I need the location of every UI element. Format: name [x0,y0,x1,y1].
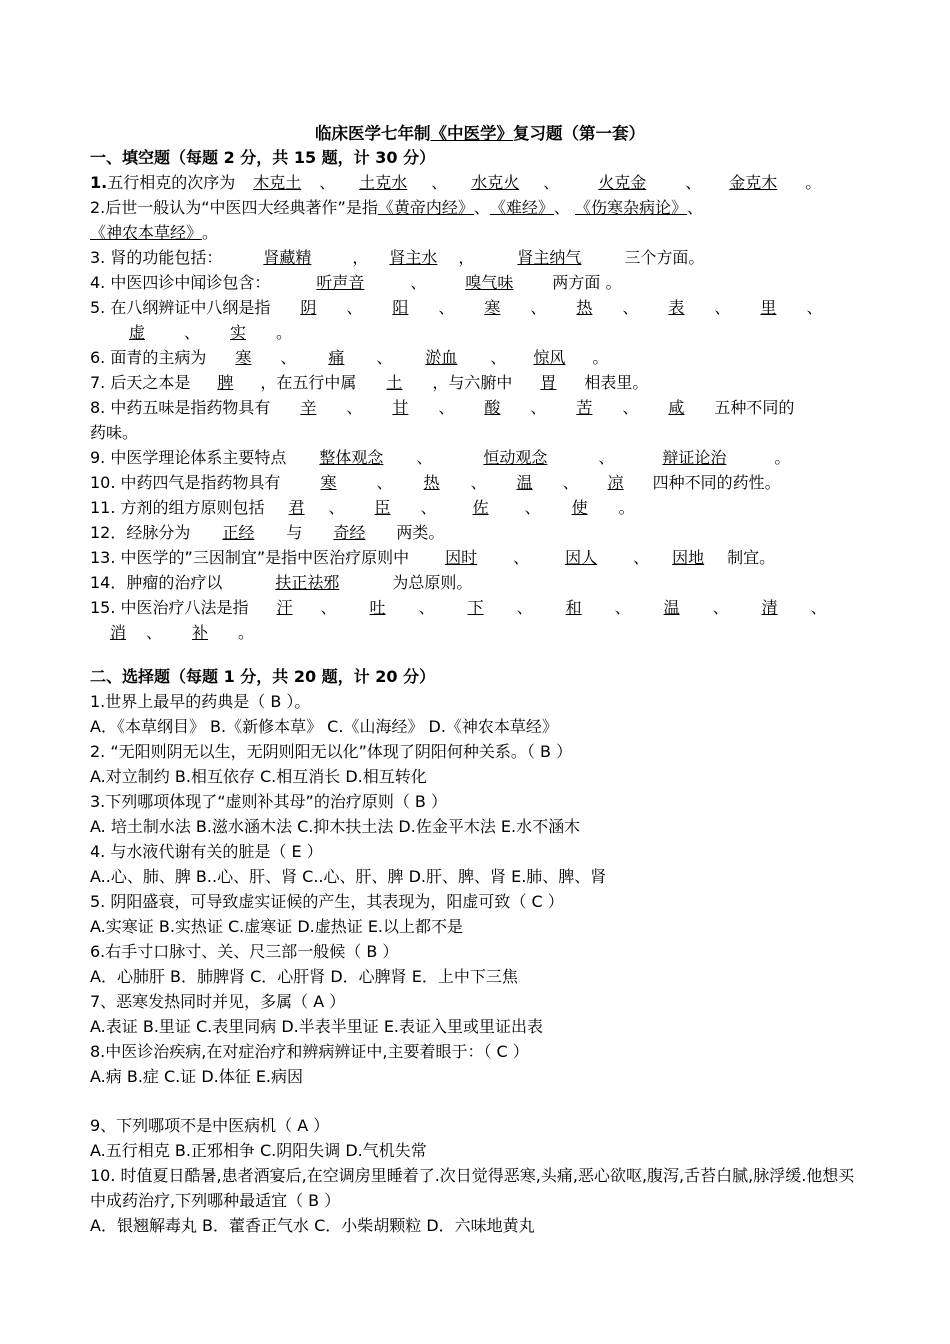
q7-answer-3: 胃 [540,373,557,392]
fill-question-15-cont [90,620,870,645]
separator: 、 [622,298,639,317]
fill-question-7 [90,370,870,395]
separator: 、 [714,298,731,317]
q6-answer-1: 寒 [235,348,252,367]
q10-answer-3: 温 [516,473,533,492]
q2-text: 2.后世一般认为“中医四大经典著作”是指 [90,198,378,217]
fill-question-5 [90,295,870,320]
choice-question-text: 7、恶寒发热同时并见，多属（ A ） [90,992,346,1011]
q3-tail: 三个方面。 [624,248,705,267]
separator: 、 [184,323,201,342]
q5-answer-2: 阳 [392,298,409,317]
separator: 、 [490,348,507,367]
choice-question-text: 5. 阴阳盛衰，可导致虚实证候的产生，其表现为，阳虚可致（ C ） [90,892,564,911]
separator: 、 [438,398,455,417]
separator: 、 [416,448,433,467]
q11-answer-4: 使 [571,498,588,517]
period: 。 [618,498,635,517]
q13-answer-1: 因时 [445,548,478,567]
fill-question-2-cont [90,220,870,245]
fill-question-14 [90,570,870,595]
q15-answer-5: 温 [663,598,680,617]
q5-text: 5. 在八纲辨证中八纲是指 [90,298,271,317]
separator: 、 [524,498,541,517]
separator: 、 [418,598,435,617]
q1-number: 1. [90,173,108,192]
q15-answer-3: 下 [467,598,484,617]
fill-question-10 [90,470,870,495]
q9-answer-2: 恒动观念 [483,448,548,467]
q14-tail: 为总原则。 [392,573,473,592]
fill-question-13 [90,545,870,570]
separator: 、 [346,298,363,317]
q2-answer-3: 《伤寒杂病论》 [575,198,688,217]
q5-answer-1: 阴 [300,298,317,317]
separator: 、 [320,598,337,617]
q15-answer-6: 清 [761,598,778,617]
q8-tail: 五种不同的 [714,398,795,417]
choice-question-5 [90,889,870,939]
choice-question-10 [90,1163,870,1238]
period: 。 [592,348,609,367]
separator: 、 [473,198,490,217]
q8-answer-4: 苦 [576,398,593,417]
q1-answer-5: 金克木 [729,173,778,192]
separator: 、 [562,473,579,492]
choice-question-text: 2. “无阳则阴无以生，无阴则阳无以化”体现了阴阳何种关系。（ B ） [90,742,573,761]
q7-tail: 相表里。 [584,373,649,392]
q14-answer-1: 扶正祛邪 [275,573,340,592]
choice-options: A.实寒证 B.实热证 C.虚寒证 D.虚热证 E.以上都不是 [90,917,464,936]
choice-options: A．银翘解毒丸 B．藿香正气水 C．小柴胡颗粒 D．六味地黄丸 [90,1216,535,1235]
q3-text: 3. 肾的功能包括： [90,248,223,267]
q4-text: 4. 中医四诊中闻诊包含： [90,273,271,292]
q11-text: 11. 方剂的组方原则包括 [90,498,265,517]
period: 。 [202,223,219,242]
separator: 、 [806,298,823,317]
fill-question-5-cont [90,320,870,345]
fill-question-11 [90,495,870,520]
separator: 、 [410,273,427,292]
choice-question-text: 4. 与水液代谢有关的脏是（ E ） [90,842,323,861]
choice-options: A.表证 B.里证 C.表里同病 D.半表半里证 E.表证入里或里证出表 [90,1017,544,1036]
choice-question-6 [90,939,870,989]
spacer [90,1089,870,1113]
separator: 、 [420,498,437,517]
q8-answer-1: 辛 [300,398,317,417]
q3-answer-3: 肾主纳气 [517,248,582,267]
choice-question-8 [90,1039,870,1089]
q10-answer-4: 凉 [607,473,624,492]
q12-text: 12．经脉分为 [90,523,191,542]
q10-answer-1: 寒 [320,473,337,492]
q10-answer-2: 热 [423,473,440,492]
document-title [90,122,870,146]
q11-answer-1: 君 [288,498,305,517]
q11-answer-2: 臣 [374,498,391,517]
fill-question-4 [90,270,870,295]
q15-answer-7: 消 [109,623,126,642]
separator: 、 [687,198,704,217]
choice-question-text: 9、下列哪项不是中医病机（ A ） [90,1116,330,1135]
fill-question-3 [90,245,870,270]
q7-mid-1: ，在五行中属 [260,373,357,392]
fill-question-8 [90,395,870,420]
separator: 、 [280,348,297,367]
choice-options: A．心肺肝 B．肺脾肾 C．心肝肾 D．心脾肾 E．上中下三焦 [90,967,518,986]
q11-answer-3: 佐 [472,498,489,517]
q13-text: 13. 中医学的”三因制宜”是指中医治疗原则中 [90,548,410,567]
separator: 、 [614,598,631,617]
q2-answer-1: 《黄帝内经》 [377,198,474,217]
choice-question-text: 8.中医诊治疾病,在对症治疗和辨病辨证中,主要着眼于：（ C ） [90,1042,529,1061]
q7-text: 7. 后天之本是 [90,373,191,392]
period: 。 [238,623,255,642]
period: 。 [276,323,293,342]
q8-answer-3: 酸 [484,398,501,417]
q9-text: 9. 中医学理论体系主要特点 [90,448,287,467]
separator: 、 [146,623,163,642]
q5-answer-7: 虚 [128,323,145,342]
separator: 、 [513,548,530,567]
q12-answer-2: 奇经 [333,523,366,542]
q1-text: 五行相克的次序为 [107,173,236,192]
comma: ， [352,248,369,267]
q1-answer-3: 水克火 [471,173,520,192]
q1-answer-4: 火克金 [598,173,647,192]
q15-answer-1: 汗 [276,598,293,617]
title-prefix: 临床医学七年制 [315,124,431,143]
fill-question-8-cont: 药味。 [90,423,139,442]
separator: 、 [516,598,533,617]
q12-tail: 两类。 [396,523,445,542]
q5-answer-4: 热 [576,298,593,317]
section-heading-choice: 二、选择题（每题 1 分，共 20 题，计 20 分） [90,667,436,686]
q6-answer-4: 惊风 [533,348,566,367]
q5-answer-6: 里 [760,298,777,317]
separator: 、 [622,398,639,417]
q6-text: 6. 面青的主病为 [90,348,207,367]
choice-question-9 [90,1113,870,1163]
q5-answer-8: 实 [230,323,247,342]
q13-tail: 制宜。 [727,548,776,567]
separator: 、 [685,173,702,192]
period: 。 [774,448,791,467]
separator: 、 [346,398,363,417]
document-page [90,122,870,1238]
q7-answer-2: 土 [386,373,403,392]
separator: 、 [598,448,615,467]
q7-mid-2: ，与六腑中 [432,373,513,392]
q15-text: 15. 中医治疗八法是指 [90,598,249,617]
choice-question-7 [90,989,870,1039]
choice-question-4 [90,839,870,889]
q10-text: 10. 中药四气是指药物具有 [90,473,281,492]
q10-tail: 四种不同的药性。 [652,473,781,492]
q1-answer-2: 土克水 [359,173,408,192]
q4-tail: 两方面 。 [552,273,622,292]
choice-options: A. 培土制水法 B.滋水涵木法 C.抑木扶土法 D.佐金平木法 E.水不涵木 [90,817,581,836]
q3-answer-2: 肾主水 [389,248,438,267]
q15-answer-8: 补 [192,623,209,642]
spacer [90,645,870,665]
comma: ， [458,248,475,267]
title-suffix: 复习题（第一套） [513,124,645,143]
separator: 、 [553,198,570,217]
q4-answer-1: 听声音 [316,273,365,292]
separator: 、 [376,348,393,367]
fill-question-15 [90,595,870,620]
choice-options: A．《本草纲目》 B.《新修本草》 C.《山海经》 D.《神农本草经》 [90,717,558,736]
q1-answer-1: 木克土 [253,173,302,192]
choice-options: A.病 B.症 C.证 D.体征 E.病因 [90,1067,304,1086]
choice-question-3 [90,789,870,839]
period: 。 [805,173,822,192]
fill-question-12 [90,520,870,545]
choice-question-2 [90,739,870,789]
fill-question-9 [90,445,870,470]
separator: 、 [530,298,547,317]
separator: 、 [633,548,650,567]
q9-answer-1: 整体观念 [319,448,384,467]
fill-question-1 [90,170,870,195]
choice-options: A.五行相克 B.正邪相争 C.阴阳失调 D.气机失常 [90,1141,427,1160]
q14-text: 14．肿瘤的治疗以 [90,573,223,592]
q9-answer-3: 辩证论治 [662,448,727,467]
separator: 、 [470,473,487,492]
choice-question-text: 6.右手寸口脉寸、关、尺三部一般候（ B ） [90,942,399,961]
choice-question-text: 10. 时值夏日酷暑,患者酒宴后,在空调房里睡着了.次日觉得恶寒,头痛,恶心欲呕,腹泻,舌苔白腻,脉浮缓.他想买中成药治疗,下列哪种最适宜（ B ） [90,1166,855,1210]
q5-answer-5: 表 [668,298,685,317]
q2-answer-2: 《难经》 [489,198,554,217]
q2-answer-4: 《神农本草经》 [90,223,203,242]
q8-answer-5: 咸 [668,398,685,417]
q4-answer-2: 嗅气味 [465,273,514,292]
choice-question-text: 3.下列哪项体现了“虚则补其母”的治疗原则（ B ） [90,792,447,811]
choice-question-text: 1.世界上最早的药典是（ B ）。 [90,692,311,711]
q8-answer-2: 甘 [392,398,409,417]
q8-text: 8. 中药五味是指药物具有 [90,398,271,417]
q3-answer-1: 肾藏精 [263,248,312,267]
separator: 、 [431,173,448,192]
q13-answer-2: 因人 [565,548,598,567]
q12-answer-1: 正经 [222,523,255,542]
section-heading-fill-blank: 一、填空题（每题 2 分，共 15 题，计 30 分） [90,148,436,167]
q15-answer-2: 吐 [369,598,386,617]
title-book: 《中医学》 [430,124,513,143]
separator: 、 [328,498,345,517]
fill-question-2 [90,195,870,220]
q7-answer-1: 脾 [217,373,234,392]
choice-question-1 [90,689,870,739]
separator: 、 [810,598,827,617]
separator: 、 [376,473,393,492]
separator: 、 [319,173,336,192]
q6-answer-2: 痛 [328,348,345,367]
separator: 、 [543,173,560,192]
q6-answer-3: 淤血 [425,348,458,367]
fill-question-6 [90,345,870,370]
separator: 、 [438,298,455,317]
choice-options: A.对立制约 B.相互依存 C.相互消长 D.相互转化 [90,767,427,786]
separator: 、 [712,598,729,617]
q5-answer-3: 寒 [484,298,501,317]
separator: 、 [530,398,547,417]
q12-mid: 与 [286,523,303,542]
q13-answer-3: 因地 [672,548,705,567]
q15-answer-4: 和 [565,598,582,617]
choice-options: A..心、肺、脾 B..心、肝、肾 C..心、肝、脾 D.肝、脾、肾 E.肺、脾、肾 [90,867,607,886]
